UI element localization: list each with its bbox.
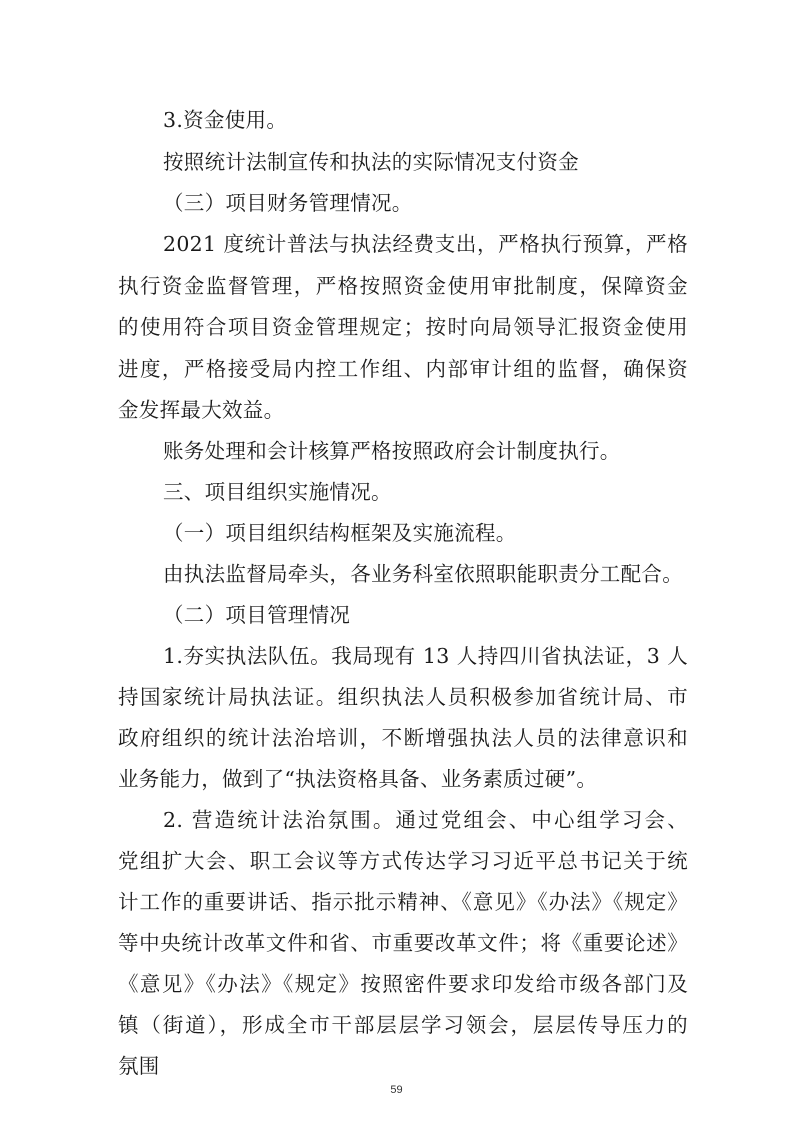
heading-structure: （一）项目组织结构框架及实施流程。: [163, 521, 517, 545]
paragraph-line: 进度，严格接受局内控工作组、内部审计组的监督，确保资: [118, 357, 688, 381]
paragraph-line: 账务处理和会计核算严格按照政府会计制度执行。: [163, 439, 621, 463]
heading-implementation: 三、项目组织实施情况。: [163, 480, 392, 504]
paragraph-line: 党组扩大会、职工会议等方式传达学习习近平总书记关于统: [118, 849, 688, 873]
heading-fund-use: 3.资金使用。: [163, 108, 288, 132]
paragraph-line: 2021 度统计普法与执法经费支出，严格执行预算，严格: [163, 232, 688, 256]
page-number: 59: [390, 1084, 403, 1096]
paragraph-line: 氛围: [118, 1054, 160, 1078]
paragraph-line: 1.夯实执法队伍。我局现有 13 人持四川省执法证，3 人: [163, 644, 688, 668]
paragraph-line: 持国家统计局执法证。组织执法人员积极参加省统计局、市: [118, 685, 688, 709]
paragraph-line: 《意见》《办法》《规定》按照密件要求印发给市级各部门及: [118, 972, 688, 996]
paragraph-line: 计工作的重要讲话、指示批示精神、《意见》《办法》《规定》: [118, 890, 688, 914]
paragraph-line: 业务能力，做到了“执法资格具备、业务素质过硬”。: [118, 767, 598, 791]
paragraph-line: 2. 营造统计法治氛围。通过党组会、中心组学习会、: [163, 808, 688, 832]
paragraph-line: 镇（街道），形成全市干部层层学习领会，层层传导压力的: [118, 1013, 688, 1037]
paragraph-line: 金发挥最大效益。: [118, 398, 285, 422]
paragraph-line: 等中央统计改革文件和省、市重要改革文件；将《重要论述》: [118, 931, 688, 955]
heading-project-management: （二）项目管理情况: [163, 603, 351, 627]
paragraph-line: 政府组织的统计法治培训，不断增强执法人员的法律意识和: [118, 726, 688, 750]
paragraph-line: 的使用符合项目资金管理规定；按时向局领导汇报资金使用: [118, 315, 688, 339]
paragraph-line: 执行资金监督管理，严格按照资金使用审批制度，保障资金: [118, 274, 688, 298]
paragraph-line: 由执法监督局牵头，各业务科室依照职能职责分工配合。: [163, 562, 683, 586]
paragraph-line: 按照统计法制宣传和执法的实际情况支付资金: [163, 150, 579, 174]
heading-financial-management: （三）项目财务管理情况。: [163, 191, 413, 215]
